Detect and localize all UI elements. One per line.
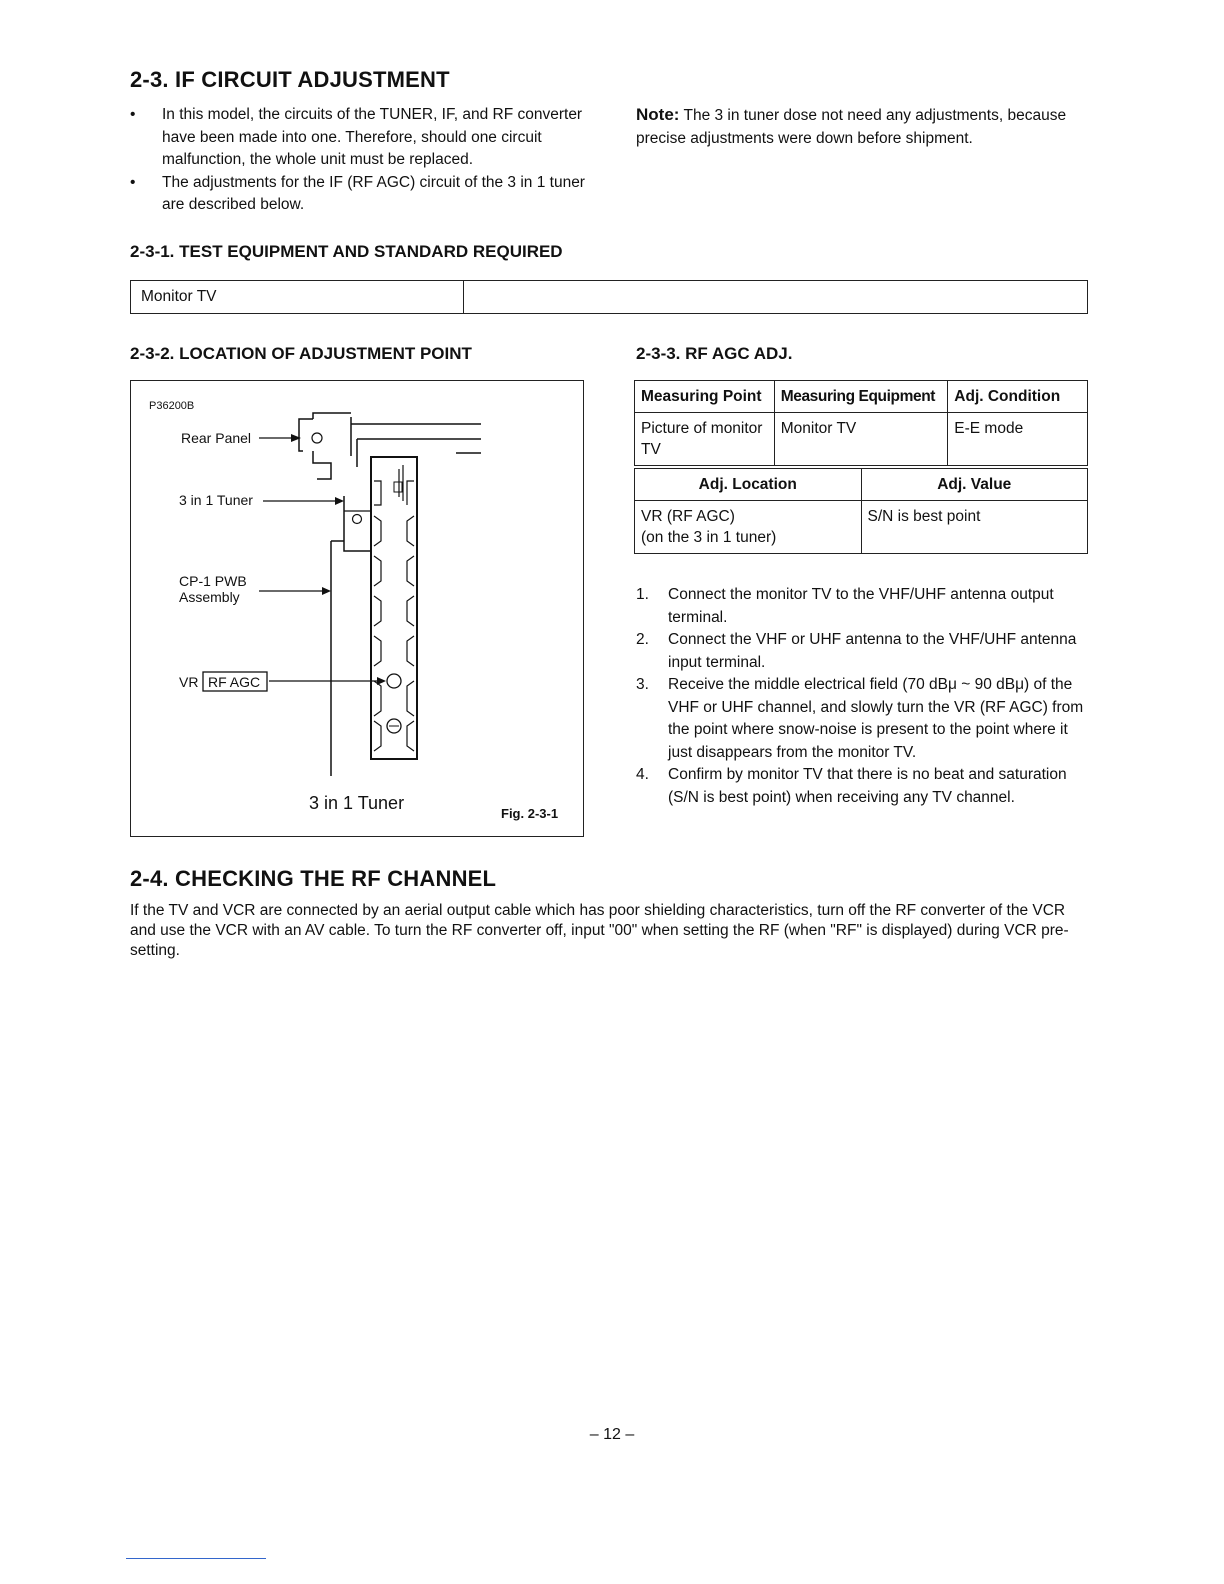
label-vr: VR: [179, 674, 199, 690]
note-text: The 3 in tuner dose not need any adjustments, because precise adjustments were down before shipment.: [636, 107, 1067, 147]
td-measuring-equipment: Monitor TV: [774, 413, 948, 466]
th-adj-condition: Adj. Condition: [948, 381, 1088, 413]
step-2-num: 2.: [636, 631, 649, 648]
step-2: [636, 629, 1090, 674]
label-rear-panel: Rear Panel: [181, 430, 252, 446]
step-1: [636, 584, 1090, 629]
if-bullet-2: • The adjustments for the IF (RF AGC) circuit of the 3 in 1 tuner are described below.: [130, 172, 586, 217]
if-bullet-1: • In this model, the circuits of the TUNER, IF, and RF converter have been made into one. Therefore, should one circuit malfunction, the whole unit must be replaced.: [130, 104, 586, 172]
rf-agc-table-1: [634, 380, 1088, 466]
label-vr-box: RF AGC: [208, 674, 261, 690]
th-measuring-point: Measuring Point: [635, 381, 775, 413]
rf-agc-title: 2-3-3. RF AGC ADJ.: [636, 344, 793, 363]
step-4-num: 4.: [636, 766, 649, 783]
page-number: – 12 –: [589, 1426, 635, 1443]
label-cp1-line2: Assembly: [179, 589, 240, 605]
step-4-text: Confirm by monitor TV that there is no beat and saturation (S/N is best point) when receiving any TV channel.: [668, 766, 1067, 806]
adj-location-line2: (on the 3 in 1 tuner): [641, 529, 777, 546]
rf-agc-vr-icon: [387, 674, 401, 688]
caption-3in1-tuner: 3 in 1 Tuner: [309, 793, 405, 813]
td-measuring-point: Picture of monitor TV: [635, 413, 775, 466]
note-block: [636, 104, 1096, 150]
step-1-num: 1.: [636, 586, 649, 603]
test-equipment-title: 2-3-1. TEST EQUIPMENT AND STANDARD REQUIRED: [130, 242, 563, 261]
th-adj-location: Adj. Location: [635, 469, 862, 501]
test-equipment-cell-2: [464, 281, 1087, 313]
figure-adjustment-point: [130, 380, 584, 837]
step-4: [636, 764, 1090, 809]
test-equipment-cell-1: Monitor TV: [131, 281, 464, 313]
td-adj-location: [635, 501, 862, 554]
step-3: [636, 674, 1090, 764]
step-1-text: Connect the monitor TV to the VHF/UHF antenna output terminal.: [668, 586, 1054, 626]
adj-location-line1: VR (RF AGC): [641, 508, 735, 525]
figure-number: Fig. 2-3-1: [501, 806, 559, 821]
location-title: 2-3-2. LOCATION OF ADJUSTMENT POINT: [130, 344, 472, 363]
note-label: Note:: [636, 105, 680, 124]
label-cp1-line1: CP-1 PWB: [179, 573, 247, 589]
if-bullet-list: [130, 104, 586, 217]
rf-agc-steps: [636, 584, 1090, 809]
label-tuner-side: 3 in 1 Tuner: [179, 492, 253, 508]
rf-agc-table-2: [634, 468, 1088, 554]
step-2-text: Connect the VHF or UHF antenna to the VHF/UHF antenna input terminal.: [668, 631, 1077, 671]
section-title-if-circuit: 2-3. IF CIRCUIT ADJUSTMENT: [130, 67, 450, 92]
td-adj-value: S/N is best point: [861, 501, 1087, 554]
step-3-num: 3.: [636, 676, 649, 693]
td-adj-condition: E-E mode: [948, 413, 1088, 466]
figure-code: P36200B: [149, 400, 195, 412]
step-3-text: Receive the middle electrical field (70 dBμ ~ 90 dBμ) of the VHF or UHF channel, and slowly turn the VR (RF AGC) from the point where snow-noise is present to the point where it just disappears from the monitor TV.: [668, 676, 1084, 761]
test-equipment-box: [130, 280, 1088, 314]
tuner-diagram: [131, 381, 583, 836]
section-title-rf-channel: 2-4. CHECKING THE RF CHANNEL: [130, 866, 497, 891]
footer-rule: [126, 1558, 266, 1559]
rf-channel-paragraph: If the TV and VCR are connected by an aerial output cable which has poor shielding characteristics, turn off the RF converter of the VCR and use the VCR with an AV cable. To turn the RF converter off, input "00" when setting the RF (when "RF" is displayed) during VCR pre-setting.: [130, 902, 1069, 959]
th-adj-value: Adj. Value: [861, 469, 1087, 501]
th-measuring-equipment: Measuring Equipment: [774, 381, 948, 413]
